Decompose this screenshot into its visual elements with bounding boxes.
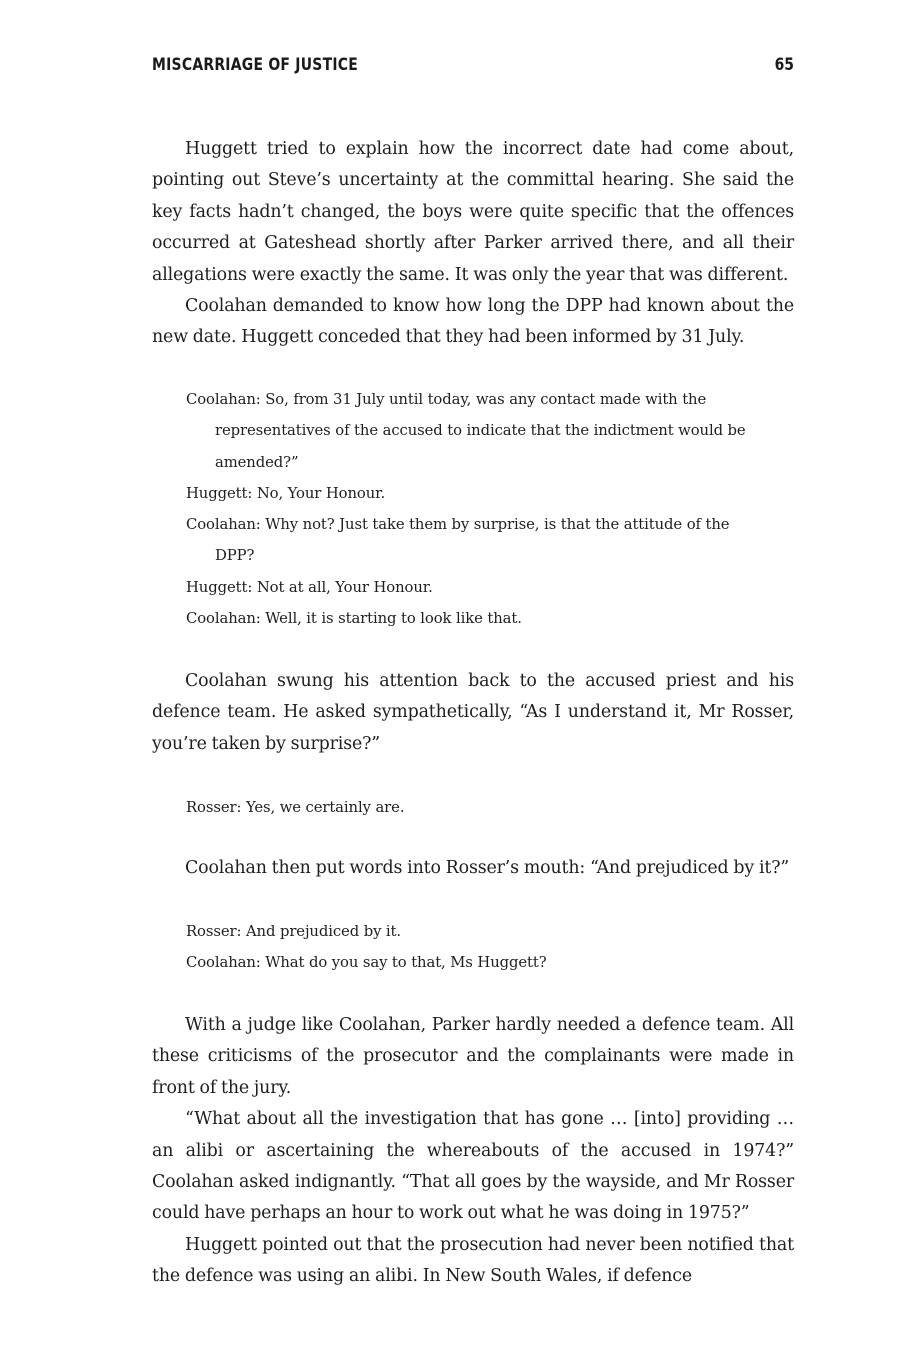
transcript-line: Coolahan: Why not? Just take them by surprise, is that the attitude of the DPP? [186, 516, 730, 565]
body-text-2 [152, 666, 794, 760]
transcript-line: Coolahan: Well, it is starting to look like that. [186, 610, 522, 628]
transcript-excerpt-1 [186, 384, 766, 634]
running-title: MISCARRIAGE OF JUSTICE [152, 55, 359, 75]
transcript-excerpt-2 [186, 792, 766, 823]
paragraph: Coolahan swung his attention back to the accused priest and his defence team. He asked sympathetically, “As I understand it, Mr Rosser, you’re taken by surprise?” [152, 671, 794, 754]
body-text-4 [152, 1010, 794, 1293]
paragraph: Huggett pointed out that the prosecution had never been notified that the defence was using an alibi. In New South Wales, if defence [152, 1234, 794, 1287]
transcript-line: Huggett: Not at all, Your Honour. [186, 578, 433, 596]
body-text-3 [152, 853, 794, 884]
body-text-1 [152, 134, 794, 354]
page-number: 65 [774, 55, 794, 75]
paragraph: “What about all the investigation that has gone … [into] providing … an alibi or ascertaining the whereabouts of the accused in 1974?” Coolahan asked indignantly. “That all goes by the wayside, and Mr Rosser could have perhaps an hour to work out what he was doing in 1975?” [152, 1109, 794, 1224]
running-head [152, 55, 678, 81]
transcript-line: Rosser: Yes, we certainly are. [186, 799, 405, 816]
transcript-line: Coolahan: What do you say to that, Ms Huggett? [186, 954, 547, 972]
paragraph: With a judge like Coolahan, Parker hardly needed a defence team. All these criticisms of the prosecutor and the complainants were made in front of the jury. [152, 1015, 794, 1098]
paragraph: Coolahan demanded to know how long the DPP had known about the new date. Huggett conceded that they had been informed by 31 July. [152, 296, 794, 348]
transcript-line: Rosser: And prejudiced by it. [186, 923, 402, 940]
paragraph: Huggett tried to explain how the incorrect date had come about, pointing out Steve’s uncertainty at the committal hearing. She said the key facts hadn’t changed, the boys were quite specific that the offences occurred at Gateshead shortly after Parker arrived there, and all their allegations were exactly the same. It was only the year that was different. [152, 139, 794, 285]
transcript-line: Huggett: No, Your Honour. [186, 484, 386, 502]
paragraph: Coolahan then put words into Rosser’s mouth: “And prejudiced by it?” [185, 858, 790, 878]
transcript-line: Coolahan: So, from 31 July until today, was any contact made with the representatives of the accused to indicate that the indictment would be amended?” [186, 391, 746, 471]
transcript-excerpt-3 [186, 916, 766, 979]
